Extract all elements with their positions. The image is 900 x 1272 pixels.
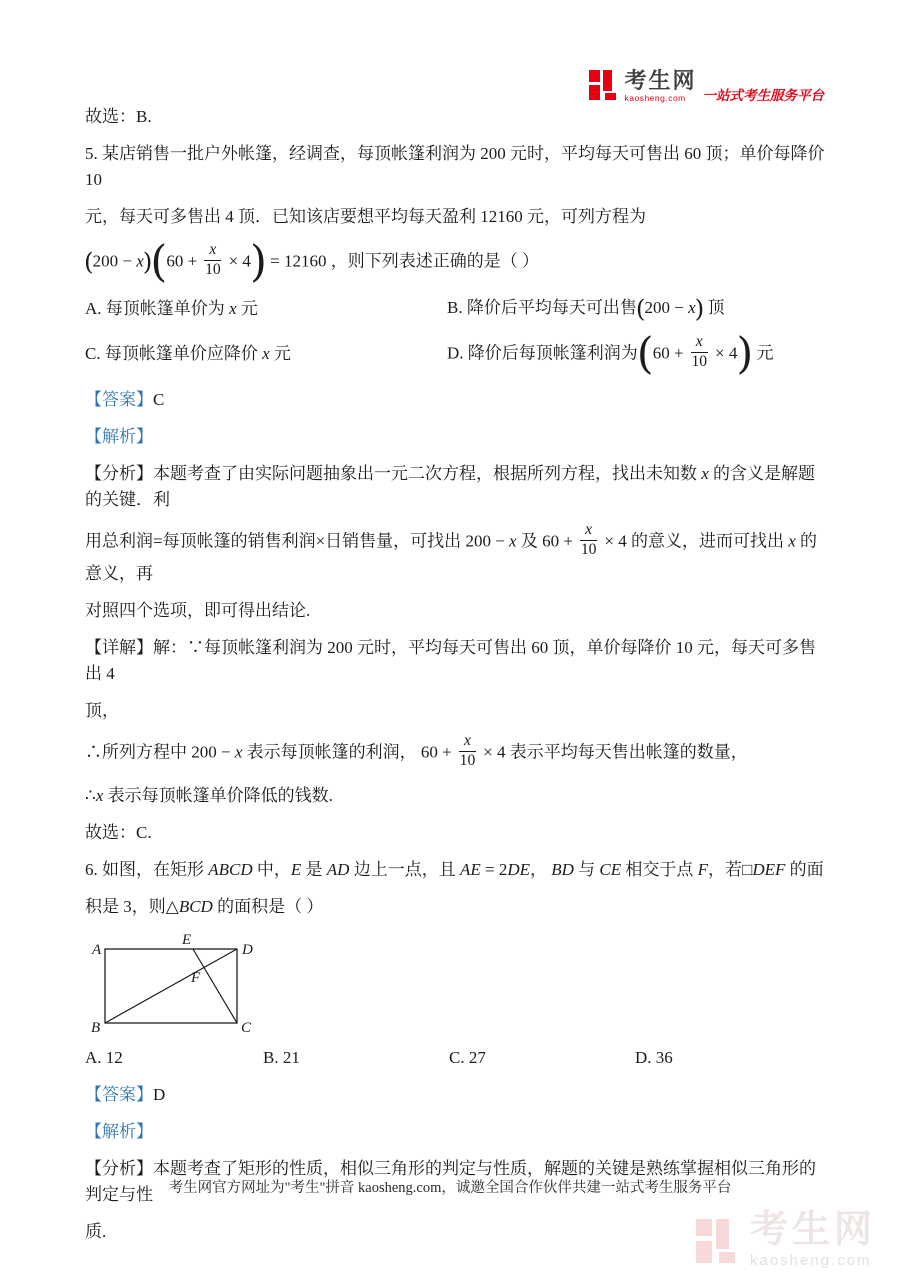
q5-text-line1: 5. 某店销售一批户外帐篷，经调查，每顶帐篷利润为 200 元时，平均每天可售出 60 顶；单价每降价 10 [85,144,825,189]
point-label-e: E [182,931,192,948]
q5-option-b: B. 降价后平均每天可出售(200 − x) 顶 [447,294,725,324]
q6-option-b: B. 21 [263,1047,300,1067]
q5-option-c: C. 每顶帐篷单价应降价 x 元 [85,344,291,364]
kaosheng-watermark [696,1211,876,1268]
q5-detail-line3: ∴所列方程中 200 − x 表示每顶帐篷的利润， 60 + $\frac{x}{10}$ × 4 表示平均每天售出帐篷的数量， [85,731,748,769]
q5-jiexi-label: 【解析】 [85,427,153,447]
q5-detail-line4: ∴x 表示每顶帐篷单价降低的钱数. [85,785,333,805]
vertex-label-a: A [92,941,102,958]
q5-options-row2 [85,328,827,379]
q5-options-row1 [85,294,827,324]
logo-tagline: 一站式考生服务平台 [702,88,824,103]
q5-analysis-line1: 【分析】本题考查了由实际问题抽象出一元二次方程，根据所列方程，找出未知数 x 的含义是解题的关键．利 [85,464,816,510]
document-body [85,104,827,1256]
point-label-f: F [191,969,201,986]
q5-text-line2: 元，每天可多售出 4 顶．已知该店要想平均每天盈利 12160 元，可列方程为 [85,207,646,226]
q6-jiexi-label: 【解析】 [85,1121,153,1141]
q6-analysis-line2: 质. [85,1221,107,1241]
kaosheng-logo-icon [589,70,619,100]
q5-option-a: A. 每顶帐篷单价为 x 元 [85,298,258,318]
q6-text-line1: 6. 如图，在矩形 ABCD 中，E 是 AD 边上一点，且 AE = 2DE， BD 与 CE 相交于点 F，若□DEF 的面 [85,859,824,879]
kaosheng-watermark-icon [696,1219,740,1263]
footer-text: 考生网官方网址为"考生"拼音 kaosheng.com，诚邀全国合作伙伴共建一站式考生服务平台 [168,1180,732,1196]
q6-text-line2: 积是 3，则△BCD 的面积是（ ） [85,896,324,916]
q6-option-d: D. 36 [635,1047,673,1067]
q5-analysis-line3: 对照四个选项，即可得出结论. [85,600,311,620]
q5-equation: (200 − x)(60 + $\frac{x}{10}$ × 4) = 12160 ，则下列表述正确的是（ ） [84,237,539,287]
q5-final-choice: 故选：C. [85,822,152,842]
q5-detail-line1: 【详解】解：∵每顶帐篷利润为 200 元时，平均每天可售出 60 顶，单价每降价 10 元，每天可多售出 4 [85,637,816,683]
vertex-label-c: C [241,1019,252,1036]
kaosheng-logo [589,70,824,104]
watermark-name: 考生网 [749,1209,876,1251]
logo-name: 考生网 [624,68,697,93]
q5-detail-line2: 顶， [85,700,119,720]
q5-analysis-line2: 用总利润=每顶帐篷的销售利润×日销售量，可找出 200 − x 及 60 + $\frac{x}{10}$ × 4 的意义，进而可找出 x 的意义，再 [85,521,817,583]
vertex-label-d: D [242,941,253,958]
prev-answer-choice: 故选：B. [85,107,152,126]
q6-answer: 【答案】D [85,1084,166,1104]
watermark-domain: kaosheng.com [749,1252,872,1269]
q6-option-a: A. 12 [85,1047,123,1067]
vertex-label-b: B [91,1019,101,1036]
logo-domain: kaosheng.com [624,93,686,103]
q6-analysis-line1: 【分析】本题考查了矩形的性质，相似三角形的判定与性质，解题的关键是熟练掌握相似三角形的判定与性 [85,1158,816,1204]
q6-option-c: C. 27 [449,1047,486,1067]
q5-answer: 【答案】C [85,390,165,410]
q6-options-row [85,1045,827,1071]
q5-option-d: D. 降价后每顶帐篷利润为(60 + $\frac{x}{10}$ × 4) 元 [447,328,774,379]
q6-rectangle-figure [89,931,827,1039]
